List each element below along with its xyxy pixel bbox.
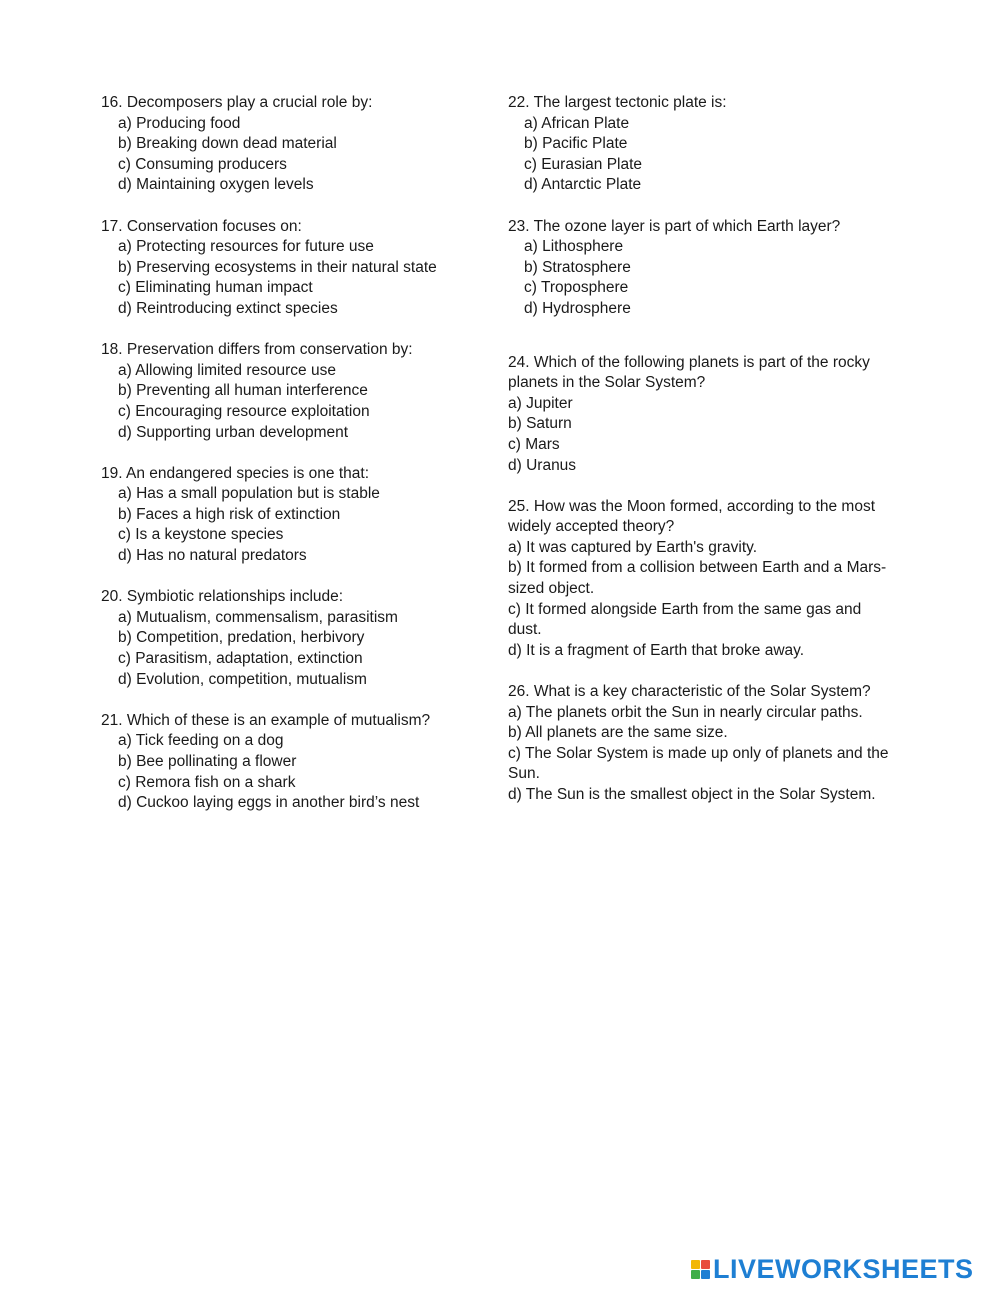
logo-blocks-icon (691, 1260, 710, 1279)
logo-text: LIVEWORKSHEETS (713, 1254, 974, 1284)
question-17 (101, 217, 481, 320)
option-a: a) Tick feeding on a dog (118, 732, 284, 750)
question-text: 19. An endangered species is one that: (101, 464, 370, 482)
question-21 (101, 711, 481, 814)
option-a: a) It was captured by Earth's gravity. (508, 538, 758, 556)
question-text: 20. Symbiotic relationships include: (101, 588, 344, 606)
option-c: c) It formed alongside Earth from the same gas and dust. (508, 600, 862, 639)
question-18 (101, 340, 481, 443)
option-c: c) Troposphere (524, 279, 629, 297)
option-a: a) Has a small population but is stable (118, 485, 380, 503)
option-d: d) The Sun is the smallest object in the Solar System. (508, 786, 876, 803)
option-a: a) African Plate (524, 114, 630, 132)
option-d: d) Reintroducing extinct species (118, 299, 338, 317)
option-d: d) It is a fragment of Earth that broke away. (508, 641, 805, 659)
option-b: b) Pacific Plate (524, 135, 628, 153)
option-b: b) All planets are the same size. (508, 724, 728, 742)
option-a: a) Protecting resources for future use (118, 238, 374, 256)
option-d: d) Has no natural predators (118, 547, 307, 565)
question-text: 25. How was the Moon formed, according to the most widely accepted theory? (508, 497, 876, 536)
logo-block (691, 1270, 700, 1279)
question-text: 21. Which of these is an example of mutualism? (101, 711, 431, 729)
option-a: a) The planets orbit the Sun in nearly circular paths. (508, 703, 863, 721)
option-a: a) Producing food (118, 114, 241, 132)
option-c: c) Eliminating human impact (118, 279, 313, 297)
option-a: a) Jupiter (508, 394, 573, 412)
question-text: 23. The ozone layer is part of which Earth layer? (508, 217, 841, 235)
liveworksheets-logo[interactable] (691, 1255, 974, 1283)
option-b: b) Preserving ecosystems in their natural state (118, 258, 437, 276)
question-text: 26. What is a key characteristic of the Solar System? (508, 683, 871, 701)
question-20 (101, 587, 481, 690)
question-text: 17. Conservation focuses on: (101, 217, 302, 235)
option-b: b) Bee pollinating a flower (118, 753, 297, 770)
question-16 (101, 93, 481, 196)
logo-block (691, 1260, 700, 1269)
question-26 (508, 682, 898, 806)
option-b: b) It formed from a collision between Earth and a Mars-sized object. (508, 559, 887, 598)
option-d: d) Uranus (508, 456, 577, 474)
option-c: c) Mars (508, 435, 560, 453)
question-text: 22. The largest tectonic plate is: (508, 94, 727, 111)
left-column (101, 93, 481, 834)
option-b: b) Breaking down dead material (118, 135, 337, 153)
option-b: b) Saturn (508, 415, 572, 433)
option-d: d) Supporting urban development (118, 423, 349, 441)
option-d: d) Maintaining oxygen levels (118, 176, 314, 194)
option-c: c) Remora fish on a shark (118, 773, 296, 791)
option-c: c) Eurasian Plate (524, 155, 643, 173)
option-c: c) The Solar System is made up only of planets and the Sun. (508, 744, 889, 783)
logo-block (701, 1270, 710, 1279)
right-column (508, 93, 898, 826)
option-c: c) Is a keystone species (118, 526, 284, 544)
question-25 (508, 497, 898, 662)
question-23 (508, 217, 898, 320)
option-b: b) Competition, predation, herbivory (118, 629, 365, 647)
logo-block (701, 1260, 710, 1269)
question-text: 18. Preservation differs from conservation by: (101, 341, 413, 359)
option-b: b) Preventing all human interference (118, 382, 368, 400)
option-b: b) Faces a high risk of extinction (118, 505, 341, 523)
option-d: d) Hydrosphere (524, 299, 631, 317)
option-d: d) Antarctic Plate (524, 176, 642, 194)
question-22 (508, 93, 898, 196)
option-b: b) Stratosphere (524, 258, 631, 276)
option-a: a) Lithosphere (524, 238, 624, 256)
option-a: a) Allowing limited resource use (118, 361, 336, 379)
question-text: 24. Which of the following planets is part of the rocky planets in the Solar System? (508, 353, 870, 392)
option-c: c) Encouraging resource exploitation (118, 402, 370, 420)
question-text: 16. Decomposers play a crucial role by: (101, 94, 373, 111)
option-a: a) Mutualism, commensalism, parasitism (118, 608, 398, 626)
question-24 (508, 353, 898, 477)
question-19 (101, 464, 481, 567)
option-c: c) Consuming producers (118, 155, 287, 173)
option-d: d) Evolution, competition, mutualism (118, 670, 367, 688)
option-c: c) Parasitism, adaptation, extinction (118, 650, 363, 668)
option-d: d) Cuckoo laying eggs in another bird’s nest (118, 794, 420, 812)
